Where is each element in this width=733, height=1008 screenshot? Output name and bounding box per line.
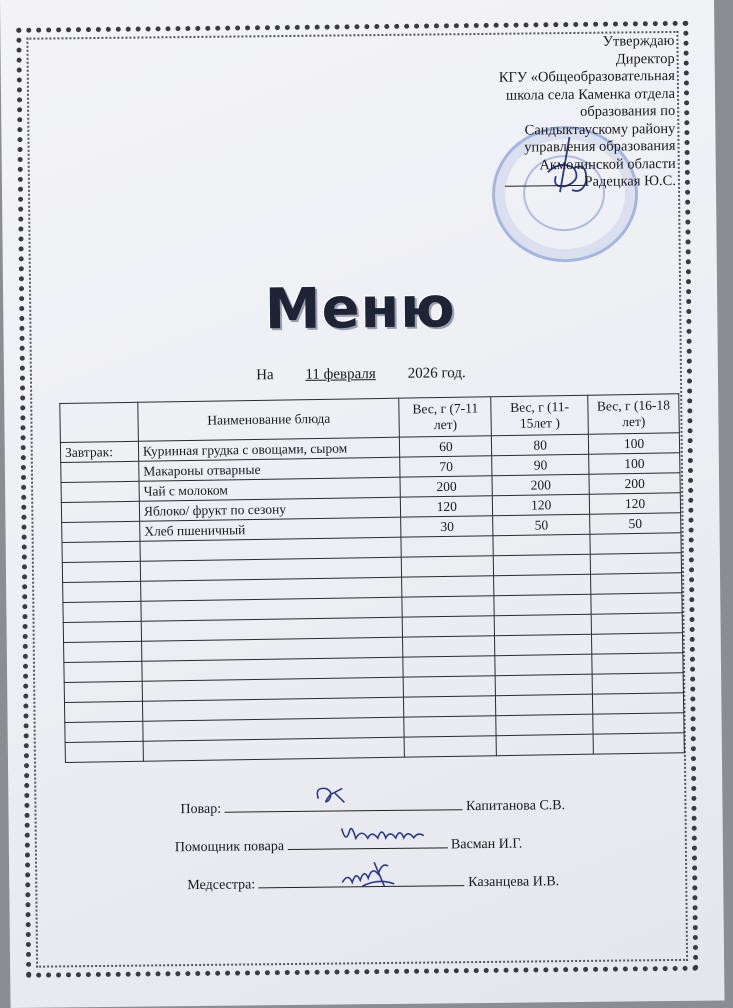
cell-weight-11-15: 80: [492, 434, 589, 456]
cell-weight-16-18: [593, 693, 684, 714]
cell-weight-7-11: [404, 696, 496, 717]
date-year: 2026 год.: [407, 365, 466, 382]
cell-weight-7-11: [402, 576, 494, 597]
cell-weight-11-15: [495, 674, 592, 696]
cook-signature-row: [180, 794, 565, 818]
cell-weight-11-15: [494, 594, 591, 616]
approval-line: образования по: [579, 102, 676, 120]
cell-weight-11-15: [496, 694, 593, 716]
approval-line: Директор: [615, 50, 675, 68]
cell-weight-16-18: [592, 633, 683, 654]
cell-weight-7-11: 60: [400, 436, 492, 457]
nurse-signature-line: [259, 871, 465, 888]
header-meal: [60, 402, 139, 442]
header-weight-16-18: Вес, г (16-18 лет): [588, 394, 679, 434]
approval-block: [474, 33, 676, 193]
cell-dish: Чай с молоком: [139, 477, 401, 501]
cell-weight-7-11: 30: [401, 516, 493, 537]
cell-weight-16-18: [590, 553, 681, 574]
cell-weight-16-18: [591, 593, 682, 614]
cell-weight-16-18: [591, 573, 682, 594]
cell-weight-7-11: [403, 616, 495, 637]
cell-meal: [64, 681, 142, 702]
cell-weight-7-11: [404, 676, 496, 697]
approval-line: школа села Каменка отдела: [505, 85, 676, 104]
cell-weight-16-18: [592, 653, 683, 674]
cell-weight-7-11: [403, 656, 495, 677]
approval-line: КГУ «Общеобразовательная: [498, 67, 675, 86]
cell-meal: [62, 521, 140, 542]
cell-weight-11-15: [496, 714, 593, 736]
cell-meal: [65, 741, 143, 762]
cell-weight-7-11: 200: [400, 476, 492, 497]
header-dish: Наименование блюда: [138, 398, 400, 441]
assistant-signature-line: [287, 833, 447, 850]
cell-weight-11-15: [496, 734, 593, 756]
date-value: 11 февраля: [305, 366, 376, 383]
cell-weight-11-15: 120: [493, 494, 590, 516]
cell-weight-11-15: 90: [492, 454, 589, 476]
cell-weight-7-11: 120: [401, 496, 493, 517]
cell-weight-7-11: [401, 536, 493, 557]
cell-weight-7-11: 70: [400, 456, 492, 477]
cell-meal: [64, 661, 142, 682]
cell-meal: [64, 641, 142, 662]
cell-meal: [63, 601, 141, 622]
header-weight-7-11: Вес, г (7-11 лет): [399, 397, 491, 437]
cell-meal: [62, 541, 140, 562]
cell-weight-11-15: 200: [492, 474, 589, 496]
menu-table: [59, 393, 685, 763]
cell-dish: Макароны отварные: [139, 457, 401, 481]
approval-line: управления образования: [524, 137, 676, 156]
cell-weight-16-18: 120: [589, 493, 680, 514]
cell-dish: [143, 737, 405, 761]
cook-signature: [310, 782, 350, 808]
nurse-label: Медсестра:: [187, 877, 256, 894]
cell-weight-16-18: [593, 733, 684, 754]
cell-weight-11-15: [494, 574, 591, 596]
cell-dish: Хлеб пшеничный: [140, 517, 402, 541]
cell-weight-11-15: [493, 534, 590, 556]
cell-weight-11-15: 50: [493, 514, 590, 536]
assistant-signature: [337, 819, 437, 848]
cell-weight-11-15: [495, 654, 592, 676]
cell-meal: [62, 561, 140, 582]
cell-weight-11-15: [494, 614, 591, 636]
cell-meal: [61, 501, 139, 522]
cell-weight-7-11: [404, 716, 496, 737]
cell-weight-16-18: [593, 713, 684, 734]
assistant-label: Помощник повара: [174, 839, 285, 856]
cell-meal: [63, 621, 141, 642]
approval-line: Акмолинской области: [539, 155, 676, 173]
cook-signature-line: [225, 795, 463, 812]
cell-meal: [61, 481, 139, 502]
cell-weight-16-18: 100: [589, 453, 680, 474]
cell-weight-7-11: [403, 636, 495, 657]
cell-weight-16-18: 50: [590, 513, 681, 534]
approval-line: Утверждаю: [602, 32, 675, 50]
cell-weight-16-18: 200: [589, 473, 680, 494]
approval-signer: Радецкая Ю.С.: [476, 173, 676, 193]
cook-name: Капитанова С.В.: [466, 798, 566, 815]
header-weight-11-15: Вес, г (11-15лет ): [491, 395, 588, 436]
cell-weight-11-15: [494, 554, 591, 576]
cell-meal: [65, 721, 143, 742]
cell-weight-16-18: [592, 673, 683, 694]
cell-meal: [64, 701, 142, 722]
cell-weight-11-15: [495, 634, 592, 656]
page-title: Меню: [264, 275, 457, 343]
cell-weight-7-11: [405, 736, 497, 757]
assistant-signature-row: [175, 833, 523, 857]
cell-weight-7-11: [402, 596, 494, 617]
nurse-signature: [338, 858, 398, 891]
cell-weight-16-18: 100: [588, 433, 679, 454]
date-prefix: На: [256, 367, 274, 384]
cook-label: Повар:: [180, 801, 222, 818]
menu-table-body: [60, 433, 684, 763]
cell-meal: Завтрак:: [60, 441, 138, 462]
cell-meal: [63, 581, 141, 602]
cell-meal: [61, 461, 139, 482]
assistant-name: Васман И.Г.: [450, 836, 523, 853]
cell-dish: Яблоко/ фрукт по сезону: [139, 497, 401, 521]
nurse-signature-row: [187, 870, 559, 894]
approval-line: Сандыктаускому району: [524, 120, 676, 139]
cell-weight-16-18: [591, 613, 682, 634]
cell-dish: Куринная грудка с овощами, сыром: [138, 437, 400, 461]
nurse-name: Казанцева И.В.: [468, 874, 560, 891]
cell-weight-16-18: [590, 533, 681, 554]
cell-weight-7-11: [402, 556, 494, 577]
